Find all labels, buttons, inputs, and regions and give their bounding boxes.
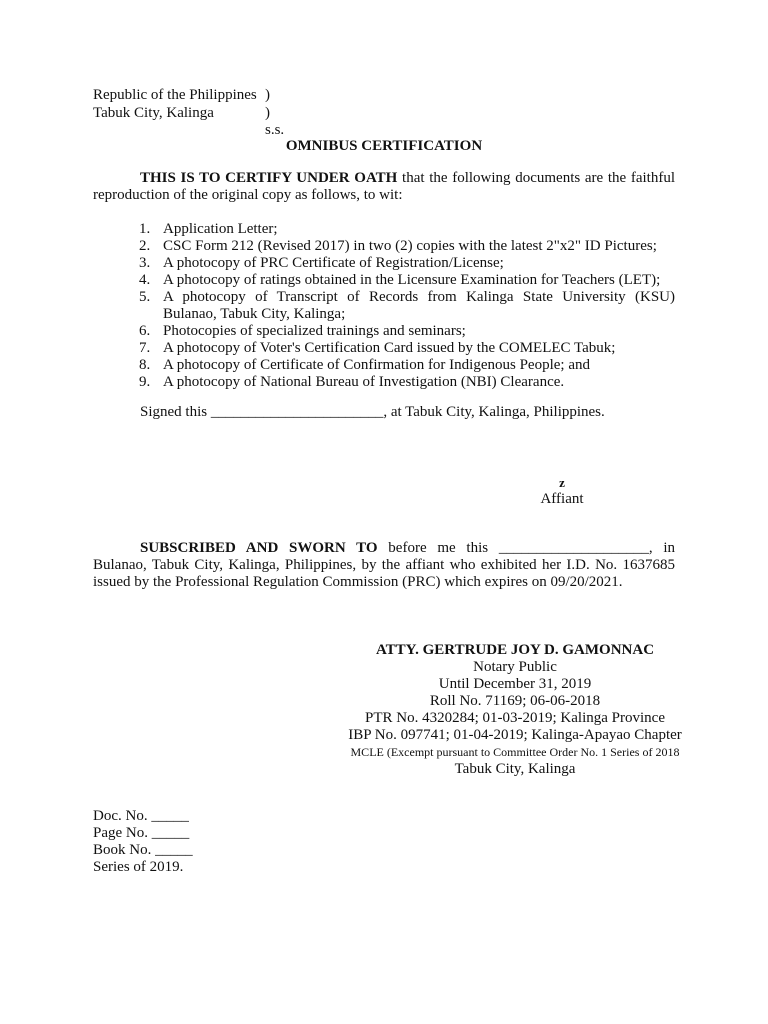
list-item: [93, 323, 675, 340]
list-item: [93, 255, 675, 272]
list-item: [93, 289, 675, 323]
list-text: A photocopy of ratings obtained in the Licensure Examination for Teachers (LET);: [163, 272, 661, 288]
notary-roll: Roll No. 71169; 06-06-2018: [429, 693, 601, 709]
list-number: 1.: [139, 221, 151, 237]
list-text: A photocopy of Voter's Certification Card issued by the COMELEC Tabuk;: [163, 340, 616, 356]
venue-city: Tabuk City, Kalinga: [93, 105, 214, 121]
list-text: A photocopy of National Bureau of Investigation (NBI) Clearance.: [163, 374, 565, 390]
sworn-paragraph: [93, 540, 675, 591]
certify-rest: that the following documents are the faithful reproduction of the original copy as follows, to wit:: [93, 170, 676, 203]
venue-republic: Republic of the Philippines: [93, 87, 257, 103]
notary-until: Until December 31, 2019: [438, 676, 592, 692]
affiant-mark: z: [559, 475, 565, 490]
list-number: 5.: [139, 289, 151, 305]
page-number: Page No. _____: [93, 825, 190, 841]
list-text: Application Letter;: [163, 221, 278, 237]
notary-block: [260, 642, 768, 778]
list-text: A photocopy of Transcript of Records from Kalinga State University (KSU) Bulanao, Tabuk City, Kalinga;: [163, 289, 675, 322]
list-text: CSC Form 212 (Revised 2017) in two (2) copies with the latest 2"x2" ID Pictures;: [163, 238, 657, 254]
venue-paren: ): [265, 87, 270, 103]
list-item: [93, 272, 675, 289]
sworn-rest: before me this ____________________, in Bulanao, Tabuk City, Kalinga, Philippines, by the affiant who exhibited her I.D. No. 1637685 issued by the Professional Regulation Commission (PRC) which expires on 09/20/2021.: [93, 540, 675, 590]
notary-name: ATTY. GERTRUDE JOY D. GAMONNAC: [375, 642, 655, 658]
affiant-block: [530, 474, 594, 508]
document-title: OMNIBUS CERTIFICATION: [285, 138, 483, 154]
series-line: Series of 2019.: [93, 859, 184, 875]
notary-ptr: PTR No. 4320284; 01-03-2019; Kalinga Province: [365, 710, 665, 726]
venue-block: [93, 87, 285, 138]
list-number: 6.: [139, 323, 151, 339]
list-number: 2.: [139, 238, 151, 254]
list-text: A photocopy of Certificate of Confirmation for Indigenous People; and: [163, 357, 590, 373]
documents-list: [93, 221, 675, 391]
book-number: Book No. _____: [93, 842, 193, 858]
notary-mcle: MCLE (Excempt pursuant to Committee Order No. 1 Series of 2018: [350, 745, 680, 759]
certify-lead: THIS IS TO CERTIFY UNDER OATH: [140, 170, 398, 186]
docket-block: [93, 808, 193, 876]
signed-line: Signed this _______________________, at Tabuk City, Kalinga, Philippines.: [140, 404, 605, 420]
notary-role: Notary Public: [473, 659, 557, 675]
list-item: [93, 238, 675, 255]
list-item: [93, 340, 675, 357]
sworn-lead: SUBSCRIBED AND SWORN TO: [140, 540, 378, 556]
list-item: [93, 221, 675, 238]
list-item: [93, 357, 675, 374]
list-text: Photocopies of specialized trainings and seminars;: [163, 323, 466, 339]
list-number: 8.: [139, 357, 151, 373]
notary-ibp: IBP No. 097741; 01-04-2019; Kalinga-Apayao Chapter: [348, 727, 682, 743]
notary-location: Tabuk City, Kalinga: [454, 761, 576, 777]
list-number: 7.: [139, 340, 151, 356]
list-item: [93, 374, 675, 391]
list-text: A photocopy of PRC Certificate of Registration/License;: [163, 255, 504, 271]
doc-number: Doc. No. _____: [93, 808, 189, 824]
list-number: 9.: [139, 374, 151, 390]
list-number: 3.: [139, 255, 151, 271]
list-number: 4.: [139, 272, 151, 288]
certify-paragraph: [93, 170, 675, 204]
venue-ss: ) s.s.: [265, 105, 285, 138]
affiant-label: Affiant: [540, 491, 584, 507]
